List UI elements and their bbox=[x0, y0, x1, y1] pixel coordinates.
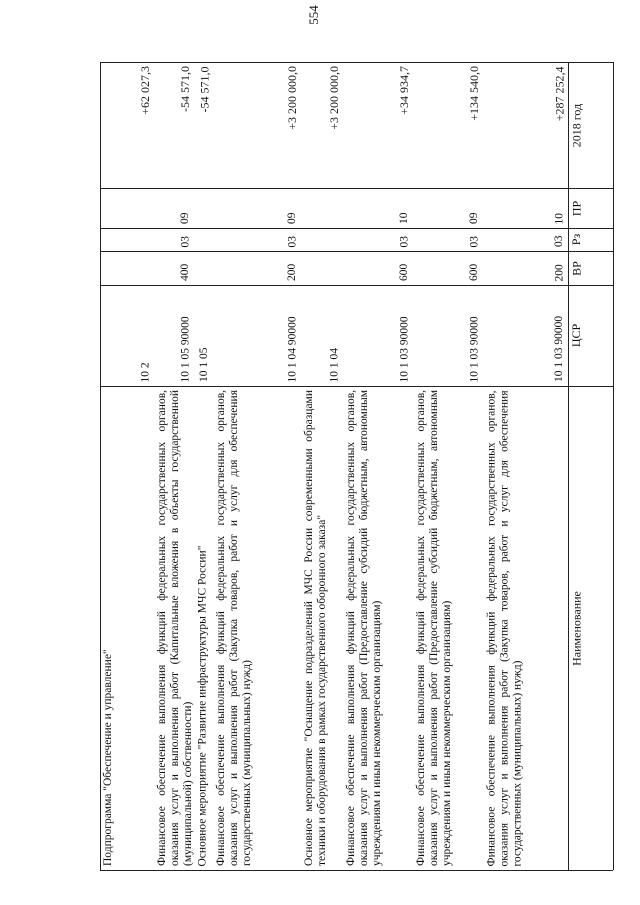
row-6-vr: 400 bbox=[179, 263, 191, 281]
header-year: 2018 год bbox=[569, 103, 583, 147]
column-divider bbox=[100, 62, 613, 63]
column-divider bbox=[100, 188, 613, 189]
row-2-name: Финансовое обеспечение выполнения функций федеральных государственных органов, оказания услуг и выполнения работ (Предоставление субсидий бюджетным, автономным учреждениям и иным некоммерческим организациям) bbox=[345, 390, 383, 866]
row-2-csr: 10 1 03 90000 bbox=[398, 315, 410, 382]
row-7-csr: 10 2 bbox=[139, 361, 151, 382]
table-border-left bbox=[100, 62, 101, 870]
row-7-pr bbox=[102, 192, 152, 224]
row-6-pr: 09 bbox=[179, 212, 191, 224]
row-6-name: Финансовое обеспечение выполнения функций федеральных государственных органов, оказания услуг и выполнения работ (Капитальные вложения в объекты государственной (муниципальной) собственности) bbox=[156, 390, 194, 866]
row-3-vr bbox=[303, 255, 341, 281]
header-divider bbox=[568, 62, 569, 870]
row-1-pr: 09 bbox=[468, 212, 480, 224]
row-0-value: +287 252,4 bbox=[552, 66, 566, 121]
row-7-vr bbox=[102, 255, 152, 281]
row-4-rz: 03 bbox=[286, 235, 298, 247]
row-5-rz bbox=[196, 232, 211, 247]
row-2-vr: 600 bbox=[398, 263, 410, 281]
row-6-rz: 03 bbox=[179, 235, 191, 247]
column-divider bbox=[100, 386, 613, 387]
row-1-vr: 600 bbox=[468, 263, 480, 281]
row-1-value: +134 540,0 bbox=[467, 66, 481, 121]
row-5-csr: 10 1 05 bbox=[198, 347, 210, 382]
row-5-vr bbox=[196, 255, 211, 281]
row-4-name: Финансовое обеспечение выполнения функций федеральных государственных органов, оказания услуг и выполнения работ (Закупка товаров, работ и услуг для обеспечения государственных (муниципальных) нужд) bbox=[215, 390, 253, 866]
row-3-name: Основное мероприятие "Оснащение подразделений МЧС России современными образцами техники и оборудования в рамках государственного оборонного заказа" bbox=[303, 390, 328, 866]
row-1-rz: 03 bbox=[468, 235, 480, 247]
column-divider bbox=[100, 251, 613, 252]
row-1-name: Финансовое обеспечение выполнения функций федеральных государственных органов, оказания услуг и выполнения работ (Предоставление субсидий бюджетным, автономным учреждениям и иным некоммерческим организациям) bbox=[415, 390, 453, 866]
row-6-csr: 10 1 05 90000 bbox=[179, 315, 191, 382]
header-rz: Рз bbox=[569, 233, 583, 246]
row-4-csr: 10 1 04 90000 bbox=[286, 315, 298, 382]
row-0-name: Финансовое обеспечение выполнения функций федеральных государственных органов, оказания услуг и выполнения работ (Закупка товаров, работ и услуг для обеспечения государственных (муниципальных) нужд) bbox=[485, 390, 523, 866]
row-3-pr bbox=[303, 192, 341, 224]
column-divider bbox=[100, 228, 613, 229]
row-3-value: +3 200 000,0 bbox=[327, 66, 341, 130]
row-4-value: +3 200 000,0 bbox=[285, 66, 299, 130]
table-border-right bbox=[613, 62, 614, 870]
row-1-csr: 10 1 03 90000 bbox=[468, 315, 480, 382]
row-0-rz: 03 bbox=[553, 235, 565, 247]
row-0-pr: 10 bbox=[553, 212, 565, 224]
row-2-rz: 03 bbox=[398, 235, 410, 247]
row-2-pr: 10 bbox=[398, 212, 410, 224]
header-vr: ВР bbox=[569, 260, 583, 276]
row-3-csr: 10 1 04 bbox=[328, 347, 340, 382]
row-7-name: Подпрограмма "Обеспечение и управление" bbox=[102, 649, 114, 866]
row-5-name: Основное мероприятие "Развитие инфраструктуры МЧС России" bbox=[196, 545, 208, 866]
row-0-csr: 10 1 03 90000 bbox=[553, 315, 565, 382]
header-name: Наименование bbox=[569, 590, 583, 666]
header-csr: ЦСР bbox=[569, 323, 583, 348]
row-2-value: +34 934,7 bbox=[397, 66, 411, 115]
row-7-value: +62 027,3 bbox=[138, 66, 152, 115]
header-pr: ПР bbox=[569, 200, 583, 216]
row-5-value: -54 571,0 bbox=[197, 66, 211, 112]
row-4-vr: 200 bbox=[286, 263, 298, 281]
column-divider bbox=[100, 285, 613, 286]
page-number: 554 bbox=[306, 5, 321, 25]
row-7-rz bbox=[102, 232, 152, 247]
row-4-pr: 09 bbox=[286, 212, 298, 224]
table-border-bottom bbox=[100, 870, 613, 871]
row-3-rz bbox=[303, 232, 341, 247]
row-5-pr bbox=[196, 192, 211, 224]
row-0-vr: 200 bbox=[553, 263, 565, 281]
row-6-value: -54 571,0 bbox=[178, 66, 192, 112]
